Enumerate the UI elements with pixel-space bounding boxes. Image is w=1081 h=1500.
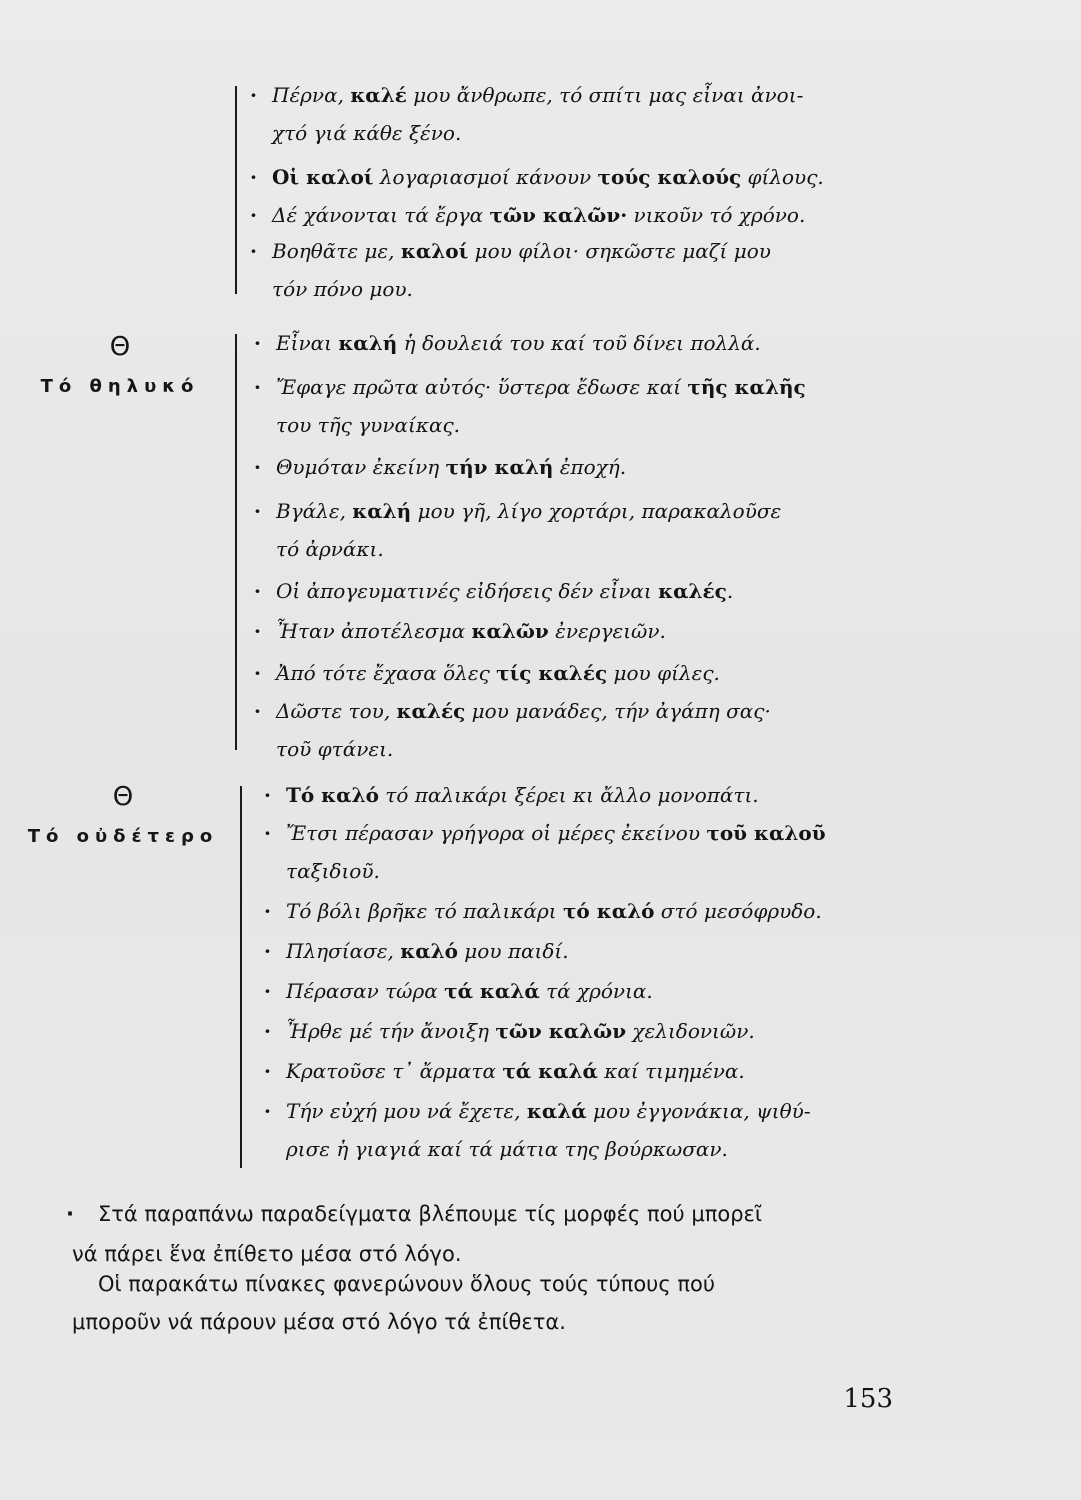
adjective-form: καλό: [400, 939, 458, 963]
example-line: [286, 892, 822, 930]
example-sentence: [250, 232, 771, 308]
example-line: [286, 1092, 811, 1130]
note-paragraph-2: [98, 1264, 715, 1304]
adjective-form: Τό καλό: [286, 783, 379, 807]
example-text-run: Ἔφαγε πρῶτα αὐτός· ὕστερα ἔδωσε καί: [276, 375, 688, 399]
example-text-run: τοῦ φτάνει.: [276, 737, 394, 761]
page-number: 153: [843, 1384, 893, 1414]
example-sentence: [250, 196, 806, 234]
example-line: [272, 76, 803, 114]
adjective-form: καλή: [338, 331, 398, 355]
example-line: [286, 1012, 755, 1050]
example-line: [276, 612, 666, 650]
note-bullet: ·: [66, 1202, 74, 1226]
example-sentence: [264, 972, 653, 1010]
example-sentence: [264, 814, 826, 890]
example-sentence: [254, 612, 666, 650]
example-sentence: [264, 776, 759, 814]
example-text-run: Ἔτσι πέρασαν γρήγορα οἱ μέρες ἐκείνου: [286, 821, 707, 845]
example-sentence: [264, 1052, 745, 1090]
example-text-run: χελιδονιῶν.: [626, 1019, 755, 1043]
example-text-run: Ἦταν ἀποτέλεσμα: [276, 619, 472, 643]
example-bullet: ·: [254, 499, 261, 523]
example-text-run: τό παλικάρι ξέρει κι ἄλλο μονοπάτι.: [378, 783, 759, 807]
example-text-run: μου φίλες.: [607, 661, 720, 685]
example-text-run: ἡ δουλειά του καί τοῦ δίνει πολλά.: [397, 331, 761, 355]
feminine-rule: [235, 334, 237, 750]
example-text-run: μου μανάδες, τήν ἀγάπη σας·: [465, 699, 771, 723]
example-bullet: ·: [254, 699, 261, 723]
adjective-form: καλέ: [350, 83, 407, 107]
example-text-run: Κρατοῦσε τ᾽ ἄρματα: [286, 1059, 503, 1083]
adjective-form: Οἱ καλοί: [272, 165, 374, 189]
example-bullet: ·: [250, 239, 257, 263]
example-bullet: ·: [264, 939, 271, 963]
example-text-run: στό μεσόφρυδο.: [654, 899, 822, 923]
example-text-run: του τῆς γυναίκας.: [276, 413, 461, 437]
example-text-run: Τό βόλι βρῆκε τό παλικάρι: [286, 899, 563, 923]
adjective-form: τήν καλή: [445, 455, 554, 479]
example-line: [276, 448, 626, 486]
adjective-form: τό καλό: [562, 899, 655, 923]
example-line: [276, 492, 781, 530]
example-line-continued: [272, 114, 803, 152]
adjective-form: τά καλά: [502, 1059, 598, 1083]
example-line: [272, 196, 805, 234]
note-2-line-2: μποροῦν νά πάρουν μέσα στό λόγο τά ἐπίθετα.: [72, 1310, 566, 1334]
adjective-form: καλή: [352, 499, 412, 523]
example-line-continued: [286, 852, 826, 890]
example-bullet: ·: [254, 375, 261, 399]
example-text-run: τό ἀρνάκι.: [276, 537, 384, 561]
example-text-run: τά χρόνια.: [539, 979, 653, 1003]
note-paragraph-2-cont: [72, 1302, 566, 1342]
neuter-symbol: Θ: [112, 782, 134, 812]
adjective-form: τῆς καλῆς: [687, 375, 806, 399]
neuter-label: [18, 782, 228, 847]
example-sentence: [250, 158, 824, 196]
adjective-form: τίς καλές: [496, 661, 608, 685]
example-line: [272, 232, 771, 270]
note-2-line-1: Οἱ παρακάτω πίνακες φανερώνουν ὅλους τούς τύπους πού: [98, 1272, 715, 1296]
example-text-run: ταξιδιοῦ.: [286, 859, 380, 883]
example-bullet: ·: [250, 203, 257, 227]
example-text-run: ἐποχή.: [553, 455, 627, 479]
example-sentence: [254, 692, 771, 768]
example-text-run: Ἦρθε μέ τήν ἄνοιξη: [286, 1019, 496, 1043]
example-bullet: ·: [254, 579, 261, 603]
example-text-run: μου γῆ, λίγο χορτάρι, παρακαλοῦσε: [411, 499, 782, 523]
example-text-run: ἐνεργειῶν.: [548, 619, 666, 643]
note-1-line-1: Στά παραπάνω παραδείγματα βλέπουμε τίς μορφές πού μπορεῖ: [98, 1202, 762, 1226]
example-text-run: νικοῦν τό χρόνο.: [627, 203, 806, 227]
example-text-run: λογαριασμοί κάνουν: [373, 165, 598, 189]
neuter-label-text: Τό οὐδέτερο: [27, 826, 219, 847]
example-text-run: μου φίλοι· σηκῶστε μαζί μου: [468, 239, 771, 263]
example-line: [286, 932, 569, 970]
example-bullet: ·: [264, 899, 271, 923]
example-sentence: [264, 1092, 811, 1168]
example-text-run: χτό γιά κάθε ξένο.: [272, 121, 462, 145]
example-line-continued: [272, 270, 771, 308]
example-text-run: Πέρνα,: [272, 83, 351, 107]
example-text-run: μου ἄνθρωπε, τό σπίτι μας εἶναι ἀνοι-: [406, 83, 804, 107]
example-text-run: ρισε ἡ γιαγιά καί τά μάτια της βούρκωσαν.: [286, 1137, 728, 1161]
adjective-form: καλές: [658, 579, 727, 603]
example-sentence: [254, 572, 734, 610]
example-text-run: μου παιδί.: [457, 939, 569, 963]
example-bullet: ·: [250, 83, 257, 107]
adjective-form: καλῶν: [471, 619, 549, 643]
feminine-symbol: Θ: [109, 332, 131, 362]
example-text-run: Πλησίασε,: [286, 939, 401, 963]
adjective-form: καλοί: [400, 239, 469, 263]
example-text-run: μου ἐγγονάκια, ψιθύ-: [586, 1099, 811, 1123]
example-line: [286, 776, 759, 814]
example-line: [286, 814, 826, 852]
adjective-form: τῶν καλῶν·: [489, 203, 628, 227]
example-text-run: .: [726, 579, 734, 603]
adjective-form: καλές: [396, 699, 466, 723]
example-bullet: ·: [264, 979, 271, 1003]
example-line: [276, 692, 771, 730]
example-line-continued: [286, 1130, 811, 1168]
example-text-run: Βοηθᾶτε με,: [272, 239, 401, 263]
example-text-run: Πέρασαν τώρα: [286, 979, 445, 1003]
example-line: [276, 324, 761, 362]
example-line: [272, 158, 824, 196]
example-text-run: Ἀπό τότε ἔχασα ὅλες: [276, 661, 497, 685]
note-paragraph-1: [66, 1194, 762, 1234]
example-bullet: ·: [254, 331, 261, 355]
example-sentence: [250, 76, 804, 152]
example-line: [286, 972, 653, 1010]
example-sentence: [254, 448, 627, 486]
note-1-line-2: νά πάρει ἕνα ἐπίθετο μέσα στό λόγο.: [72, 1242, 462, 1266]
example-bullet: ·: [254, 619, 261, 643]
example-line: [276, 654, 720, 692]
example-sentence: [254, 324, 761, 362]
example-line-continued: [276, 730, 771, 768]
example-line: [276, 368, 806, 406]
feminine-label: [20, 332, 220, 397]
adjective-form: τά καλά: [444, 979, 540, 1003]
example-sentence: [254, 654, 720, 692]
adjective-form: καλά: [526, 1099, 587, 1123]
example-text-run: Δῶστε του,: [276, 699, 397, 723]
example-text-run: Δέ χάνονται τά ἔργα: [272, 203, 490, 227]
example-sentence: [264, 1012, 755, 1050]
example-bullet: ·: [264, 1059, 271, 1083]
example-bullet: ·: [250, 165, 257, 189]
example-sentence: [254, 368, 806, 444]
masculine-rule: [235, 86, 237, 294]
adjective-form: τῶν καλῶν: [495, 1019, 627, 1043]
example-bullet: ·: [254, 455, 261, 479]
example-text-run: καί τιμημένα.: [597, 1059, 745, 1083]
example-bullet: ·: [264, 783, 271, 807]
example-text-run: Βγάλε,: [276, 499, 353, 523]
feminine-label-text: Τό θηλυκό: [40, 376, 200, 397]
example-sentence: [264, 892, 822, 930]
example-line-continued: [276, 406, 806, 444]
example-bullet: ·: [264, 1019, 271, 1043]
example-bullet: ·: [254, 661, 261, 685]
example-line: [276, 572, 733, 610]
example-sentence: [264, 932, 569, 970]
example-bullet: ·: [264, 821, 271, 845]
example-text-run: τόν πόνο μου.: [272, 277, 413, 301]
example-line: [286, 1052, 745, 1090]
example-sentence: [254, 492, 782, 568]
example-text-run: Εἶναι: [276, 331, 339, 355]
example-bullet: ·: [264, 1099, 271, 1123]
example-line-continued: [276, 530, 781, 568]
example-text-run: Θυμόταν ἐκείνη: [276, 455, 446, 479]
example-text-run: Τήν εὐχή μου νά ἔχετε,: [286, 1099, 527, 1123]
neuter-rule: [240, 786, 242, 1168]
adjective-form: τοῦ καλοῦ: [706, 821, 826, 845]
example-text-run: φίλους.: [741, 165, 824, 189]
adjective-form: τούς καλούς: [597, 165, 742, 189]
example-text-run: Οἱ ἀπογευματινές εἰδήσεις δέν εἶναι: [276, 579, 659, 603]
